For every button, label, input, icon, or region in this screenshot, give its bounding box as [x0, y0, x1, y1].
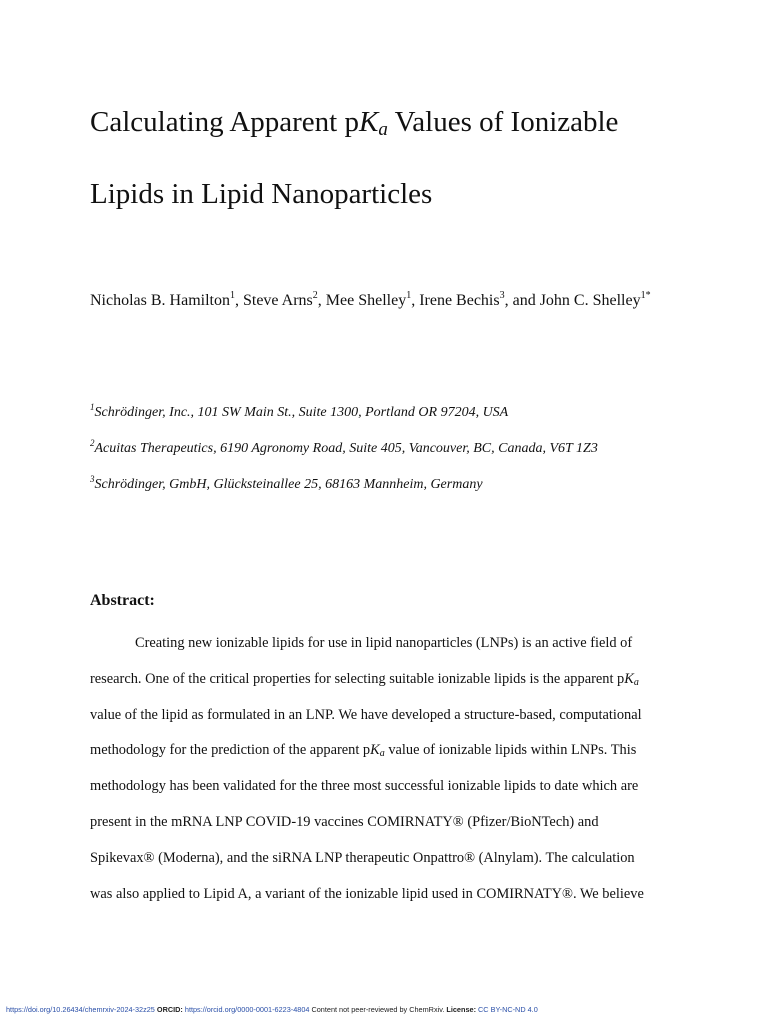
author-separator: ,: [411, 292, 420, 309]
abstract-line: [90, 841, 682, 877]
title-text-1: Calculating Apparent p: [90, 106, 359, 138]
title-text-3: Lipids in Lipid Nanoparticles: [90, 178, 433, 210]
abstract-line: [90, 698, 682, 734]
orcid-link[interactable]: https://orcid.org/0000-0001-6223-4804: [184, 1005, 310, 1014]
author-name: John C. Shelley: [539, 292, 641, 309]
abstract-line: [90, 626, 682, 662]
doi-link[interactable]: https://doi.org/10.26434/chemrxiv-2024-32z25: [6, 1005, 155, 1014]
abstract-text: methodology has been validated for the three most successful ionizable lipids to date which are: [90, 778, 639, 795]
affiliation-1: [90, 402, 509, 421]
abstract-text: Spikevax® (Moderna), and the siRNA LNP therapeutic Onpattro® (Alnylam). The calculation: [90, 849, 635, 866]
paper-title: [90, 86, 710, 230]
author-name: Steve Arns: [242, 292, 313, 309]
affiliation-marker: 2: [90, 438, 95, 448]
abstract-line: [90, 877, 682, 913]
a-subscript: a: [633, 676, 639, 688]
peer-review-note: Content not peer-reviewed by ChemRxiv.: [311, 1005, 445, 1014]
author-separator: , and: [504, 292, 540, 309]
author-separator: ,: [234, 292, 243, 309]
license-label: License:: [446, 1005, 476, 1014]
page-footer: [6, 1005, 538, 1014]
abstract-line: [90, 733, 682, 769]
abstract-text: value of ionizable lipids within LNPs. This: [384, 742, 637, 759]
affiliation-text: Schrödinger, Inc., 101 SW Main St., Suite 1300, Portland OR 97204, USA: [94, 405, 509, 420]
abstract-text: research. One of the critical properties for selecting suitable ionizable lipids is the apparent p: [90, 670, 625, 687]
author-affiliation-marker: 1: [229, 290, 235, 301]
abstract-body: [90, 626, 682, 912]
license-link[interactable]: CC BY-NC-ND 4.0: [478, 1005, 538, 1014]
author-list: [90, 280, 690, 321]
author-separator: ,: [317, 292, 326, 309]
abstract-text: present in the mRNA LNP COVID-19 vaccines COMIRNATY® (Pfizer/BioNTech) and: [90, 813, 599, 830]
affiliation-marker: 3: [90, 474, 95, 484]
author-name: Mee Shelley: [325, 292, 407, 309]
affiliation-marker: 1: [90, 402, 95, 412]
author-name: Nicholas B. Hamilton: [90, 292, 230, 309]
a-subscript: a: [379, 748, 385, 760]
affiliation-3: [90, 474, 483, 493]
title-a-subscript: a: [378, 119, 388, 140]
title-text-2: Values of Ionizable: [387, 106, 619, 138]
abstract-line: [90, 769, 682, 805]
k-symbol: K: [624, 670, 634, 687]
abstract-text: value of the lipid as formulated in an LNP. We have developed a structure-based, computational: [90, 706, 642, 723]
affiliation-text: Schrödinger, GmbH, Glücksteinallee 25, 68163 Mannheim, Germany: [94, 477, 483, 492]
affiliation-text: Acuitas Therapeutics, 6190 Agronomy Road, Suite 405, Vancouver, BC, Canada, V6T 1Z3: [94, 441, 598, 456]
author-affiliation-marker: 2: [312, 290, 318, 301]
title-k-symbol: K: [359, 106, 379, 138]
k-symbol: K: [370, 742, 380, 759]
abstract-line: [90, 805, 682, 841]
affiliation-2: [90, 438, 598, 457]
abstract-text: was also applied to Lipid A, a variant of the ionizable lipid used in COMIRNATY®. We believe: [90, 885, 644, 902]
author-name: Irene Bechis: [419, 292, 500, 309]
author-affiliation-marker: 1*: [640, 290, 651, 301]
abstract-heading: Abstract:: [90, 592, 155, 609]
orcid-label: ORCID:: [156, 1005, 183, 1014]
abstract-text: methodology for the prediction of the apparent p: [90, 742, 371, 759]
author-affiliation-marker: 3: [499, 290, 505, 301]
abstract-text: Creating new ionizable lipids for use in lipid nanoparticles (LNPs) is an active field of: [135, 635, 633, 651]
abstract-line: [90, 662, 682, 698]
author-affiliation-marker: 1: [406, 290, 412, 301]
